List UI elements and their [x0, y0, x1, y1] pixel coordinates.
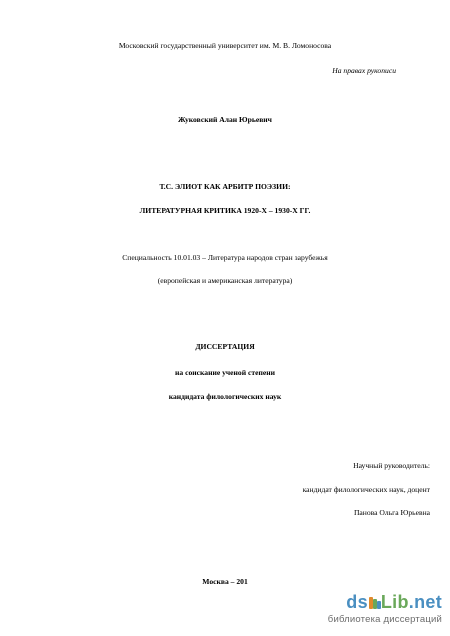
manuscript-rights-note: На правах рукописи [332, 66, 396, 75]
title-line-1: Т.С. ЭЛИОТ КАК АРБИТР ПОЭЗИИ: [159, 182, 291, 191]
degree-line-1: на соискание ученой степени [175, 368, 275, 377]
advisor-name: Панова Ольга Юрьевна [353, 508, 430, 517]
title-line-2: ЛИТЕРАТУРНАЯ КРИТИКА 1920-Х – 1930-Х ГГ. [139, 206, 311, 215]
place-year: Москва – 201 [202, 577, 248, 586]
watermark-logo-lib: Lib [380, 592, 409, 612]
watermark-logo-ds: ds [346, 592, 368, 612]
specialty-line: Специальность 10.01.03 – Литература народов стран зарубежья [122, 253, 328, 262]
university-name: Московский государственный университет им. М. В. Ломоносова [118, 41, 332, 50]
watermark-logo [346, 592, 442, 613]
author-name: Жуковский Алан Юрьевич [178, 115, 272, 124]
advisor-label: Научный руководитель: [353, 461, 430, 470]
watermark-logo-net: .net [408, 592, 442, 612]
dissertation-label: ДИССЕРТАЦИЯ [195, 342, 255, 351]
dslib-watermark [327, 592, 442, 630]
advisor-degree: кандидат филологических наук, доцент [302, 485, 430, 494]
specialty-note: (европейская и американская литература) [157, 276, 293, 285]
degree-line-2: кандидата филологических наук [168, 392, 282, 401]
watermark-subtitle: библиотека диссертаций [327, 614, 442, 625]
book-stack-icon [369, 596, 380, 610]
